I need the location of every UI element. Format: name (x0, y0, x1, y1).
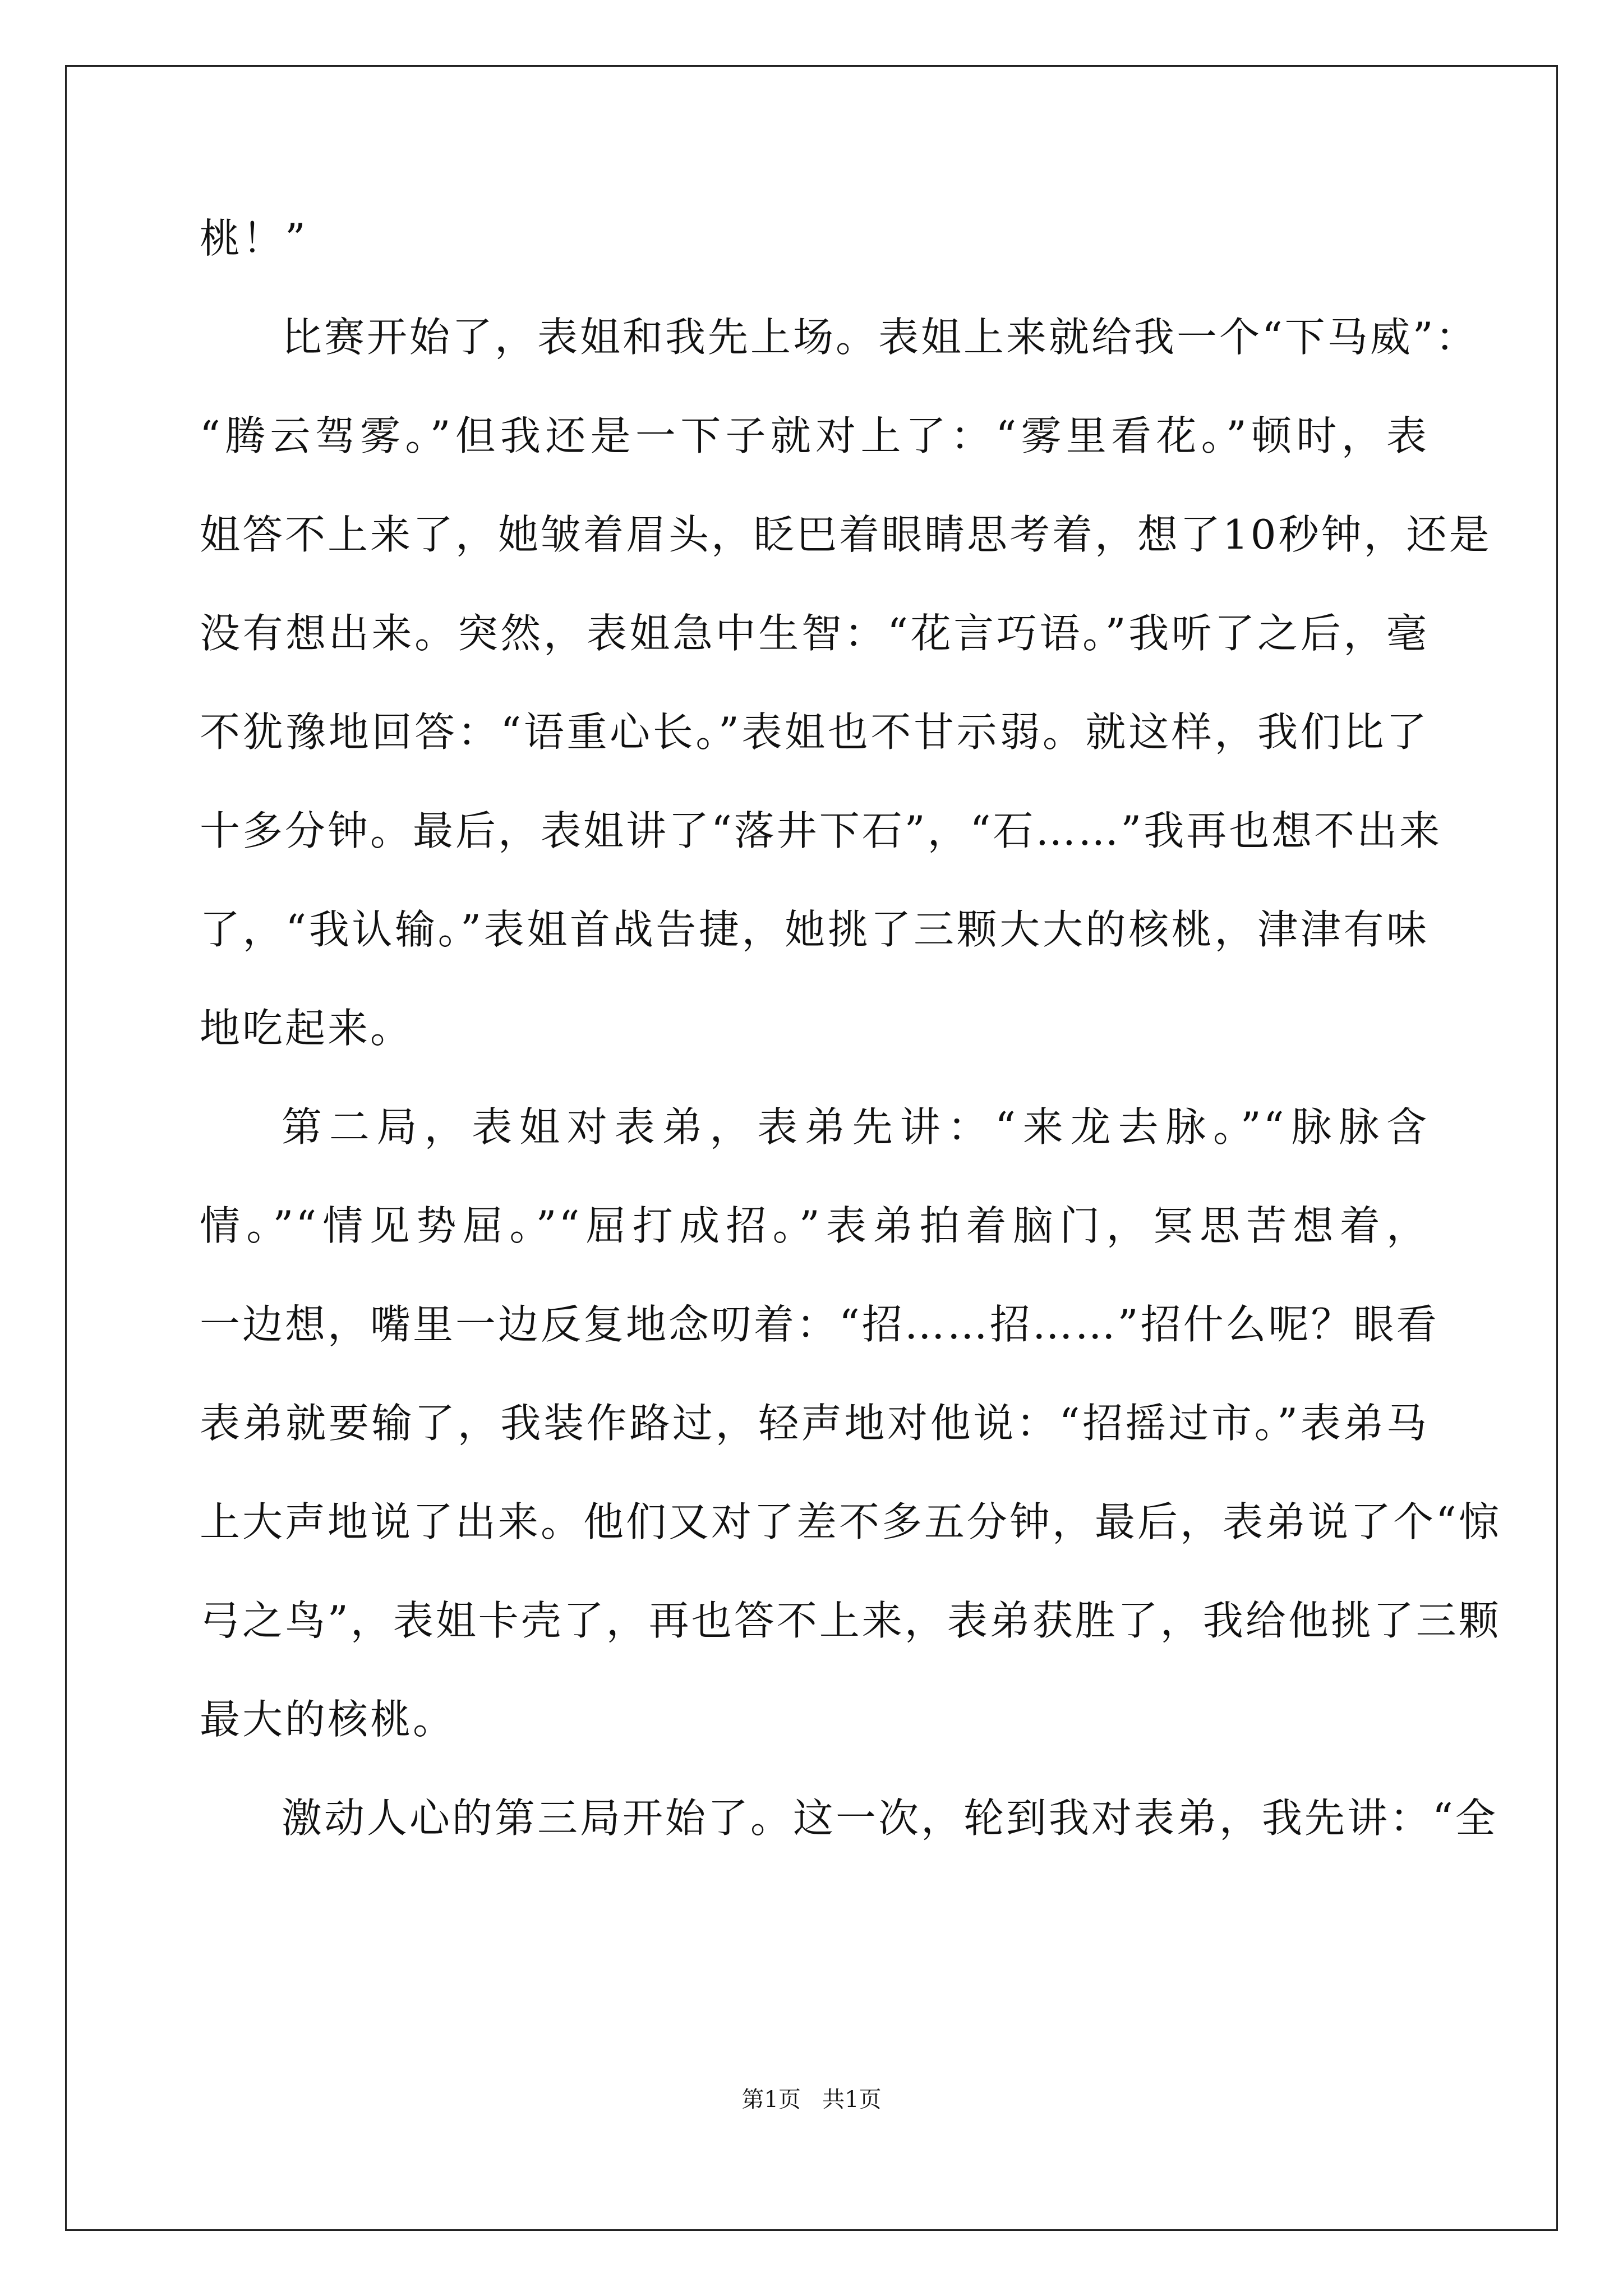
text-line: 姐答不上来了，她皱着眉头，眨巴着眼睛思考着，想了10秒钟，还是 (200, 511, 1492, 558)
paragraph-first-line: 激动人心的第三局开始了。这一次，轮到我对表弟，我先讲：“全 (282, 1795, 1498, 1842)
page-footer (0, 2084, 1623, 2115)
paragraph-first-line: 比赛开始了，表姐和我先上场。表姐上来就给我一个“下马威”： (282, 314, 1478, 361)
text-line: 弓之鸟”，表姐卡壳了，再也答不上来，表弟获胜了，我给他挑了三颗 (200, 1597, 1501, 1644)
text-line: 没有想出来。突然，表姐急中生智：“花言巧语。”我听了之后，毫 (200, 610, 1429, 657)
text-line: 了，“我认输。”表姐首战告捷，她挑了三颗大大的核桃，津津有味 (200, 906, 1429, 953)
text-line: 上大声地说了出来。他们又对了差不多五分钟，最后，表弟说了个“惊 (200, 1498, 1501, 1545)
page-number: 第1页 (741, 2087, 801, 2113)
text-line: 不犹豫地回答：“语重心长。”表姐也不甘示弱。就这样，我们比了 (200, 708, 1429, 756)
text-line: 一边想，嘴里一边反复地念叨着：“招……招……”招什么呢？眼看 (200, 1301, 1439, 1348)
text-line: 表弟就要输了，我装作路过，轻声地对他说：“招摇过市。”表弟马 (200, 1400, 1429, 1447)
text-line: 情。”“情见势屈。”“屈打成招。”表弟拍着脑门，冥思苦想着， (200, 1202, 1429, 1249)
paragraph-first-line: 第二局，表姐对表弟，表弟先讲：“来龙去脉。”“脉脉含 (282, 1103, 1429, 1151)
text-line: 十多分钟。最后，表姐讲了“落井下石”，“石……”我再也想不出来 (200, 807, 1442, 854)
text-line: 桃！” (200, 215, 308, 262)
page-total: 共1页 (822, 2087, 882, 2113)
text-line: 最大的核桃。 (200, 1696, 456, 1743)
text-line: 地吃起来。 (200, 1005, 413, 1052)
text-line: “腾云驾雾。”但我还是一下子就对上了：“雾里看花。”顿时，表 (200, 412, 1429, 459)
